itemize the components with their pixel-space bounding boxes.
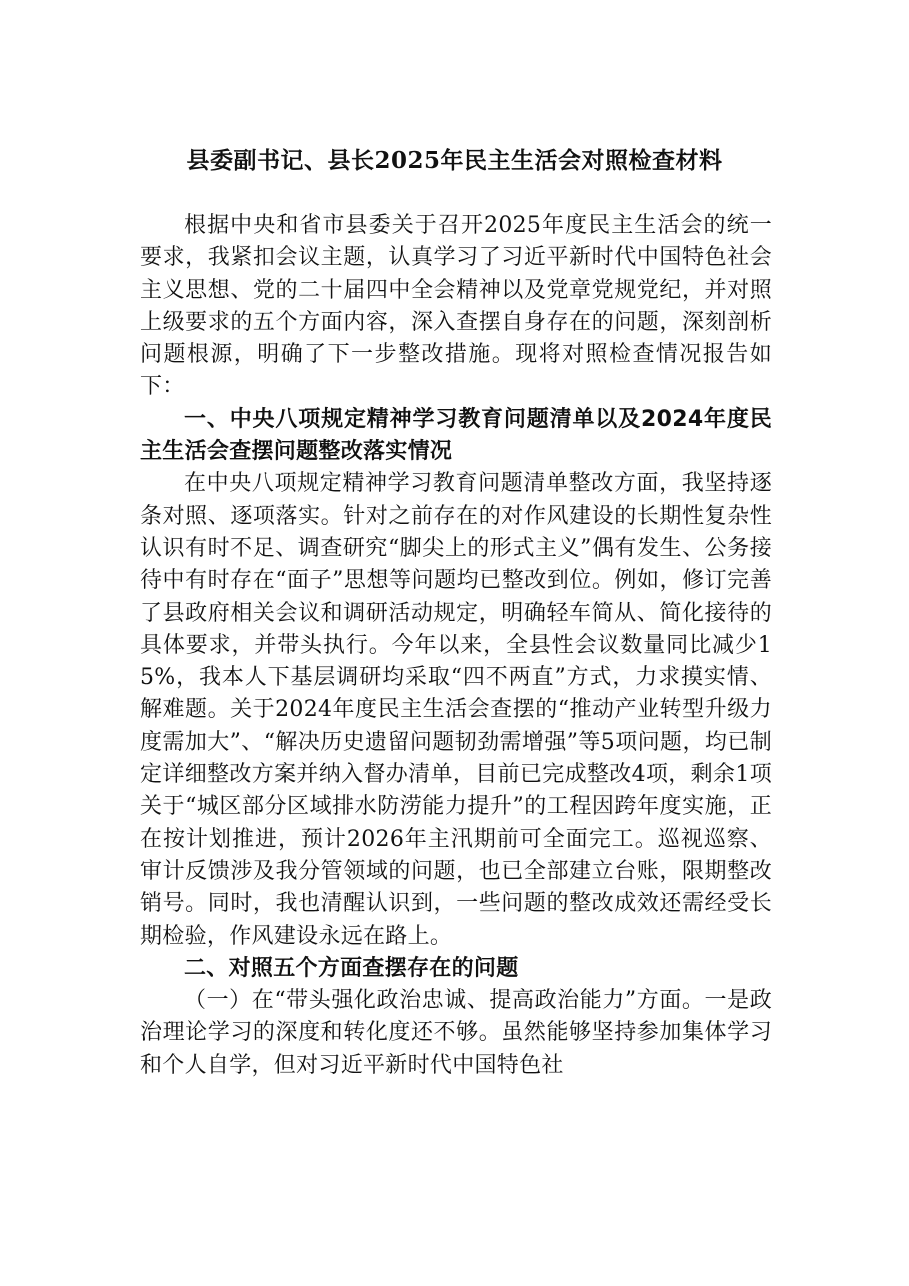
document-title: 县委副书记、县长2025年民主生活会对照检查材料: [186, 147, 723, 174]
intro-paragraph: 根据中央和省市县委关于召开2025年度民主生活会的统一要求，我紧扣会议主题，认真学习了习近平新时代中国特色社会主义思想、党的二十届四中全会精神以及党章党规党纪，并对照上级要求的五个方面内容，深入查摆自身存在的问题，深刻剖析问题根源，明确了下一步整改措施。现将对照检查情况报告如下：: [140, 213, 772, 400]
section2-sub1-body: 一是政治理论学习的深度和转化度还不够。虽然能够坚持参加集体学习和个人自学，但对习近平新时代中国特色社: [140, 988, 773, 1078]
section2-heading: 二、对照五个方面查摆存在的问题: [184, 955, 519, 981]
section1-heading: 一、中央八项规定精神学习教育问题清单以及2024年度民主生活会查摆问题整改落实情况: [140, 406, 772, 465]
section1-paragraph: 在中央八项规定精神学习教育问题清单整改方面，我坚持逐条对照、逐项落实。针对之前存在的对作风建设的长期性复杂性认识有时不足、调查研究“脚尖上的形式主义”偶有发生、公务接待中有时存在“面子”思想等问题均已整改到位。例如，修订完善了县政府相关会议和调研活动规定，明确轻车简从、简化接待的具体要求，并带头执行。今年以来，全县性会议数量同比减少15%，我本人下基层调研均采取“四不两直”方式，力求摸实情、解难题。关于2024年度民主生活会查摆的“推动产业转型升级力度需加大”、“解决历史遗留问题韧劲需增强”等5项问题，均已制定详细整改方案并纳入督办清单，目前已完成整改4项，剩余1项关于“城区部分区域排水防涝能力提升”的工程因跨年度实施，正在按计划推进，预计2026年主汛期前可全面完工。巡视巡察、审计反馈涉及我分管领域的问题，也已全部建立台账，限期整改销号。同时，我也清醒认识到，一些问题的整改成效还需经受长期检验，作风建设永远在路上。: [140, 471, 772, 949]
section2-sub1-heading: （一）在“带头强化政治忠诚、提高政治能力”方面。: [184, 988, 705, 1014]
section2-sub1-paragraph: [140, 985, 772, 1082]
document-body: [140, 210, 772, 1082]
